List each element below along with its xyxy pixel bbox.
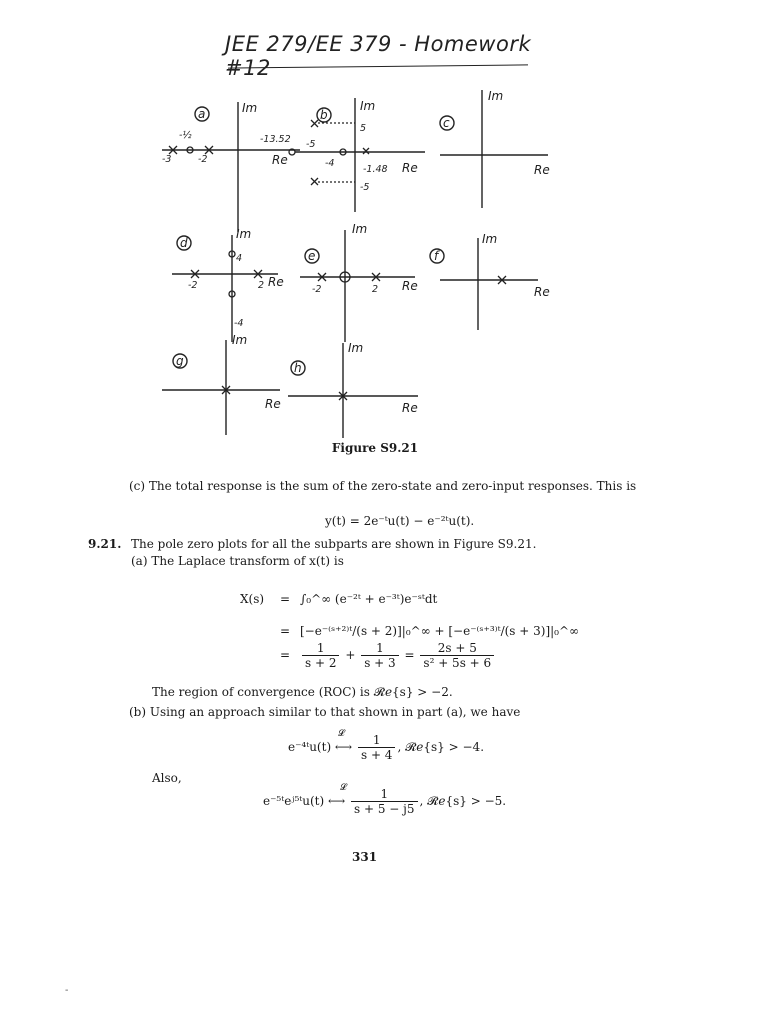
xs-integral: ∫₀^∞ (e⁻²ᵗ + e⁻³ᵗ)e⁻ˢᵗdt <box>300 592 438 606</box>
plot-b-pole <box>363 148 369 154</box>
plot-b-label-148: -1.48 <box>363 164 388 175</box>
part-a-intro: (a) The Laplace transform of x(t) is <box>131 554 344 568</box>
plot-g-im-label: Im <box>232 333 248 347</box>
plot-d-label-plus4: 4 <box>236 253 243 264</box>
laplace-symbol-2: 𝓛 <box>340 783 347 793</box>
b-eq1-fraction: $\frac{1}{s + 4}$ <box>358 733 395 762</box>
plot-a-label-minus2: -2 <box>198 154 208 165</box>
problem-intro: The pole zero plots for all the subparts are shown in Figure S9.21. <box>131 537 537 551</box>
part-c-text: (c) The total response is the sum of the zero-state and zero-input responses. This is <box>129 479 637 493</box>
plot-e-im-label: Im <box>352 222 368 236</box>
plot-c-im-label: Im <box>488 89 504 103</box>
yt-equation: y(t) = 2e⁻ᵗu(t) − e⁻²ᵗu(t). <box>325 514 475 528</box>
page-number: 331 <box>352 850 378 864</box>
plot-c-axes <box>440 90 548 208</box>
plot-h-axes <box>288 343 418 438</box>
plot-a-re-label: Re <box>272 153 288 167</box>
homework-title: JEE 279/EE 379 - Homework #12 <box>225 32 532 80</box>
plot-b-pole <box>311 178 318 185</box>
plot-b-axes <box>295 98 425 212</box>
figure-caption: Figure S9.21 <box>331 441 419 455</box>
eq-sign-2: = <box>280 624 291 638</box>
plot-a-im-label: Im <box>242 101 258 115</box>
plot-b-label-1352: -13.52 <box>260 134 291 145</box>
plot-g-re-label: Re <box>265 397 281 411</box>
plot-f-im-label: Im <box>482 232 498 246</box>
plot-f-axes <box>440 238 538 330</box>
plot-e-label-minus2: -2 <box>312 284 322 295</box>
plot-a-axes <box>162 102 300 232</box>
plot-d-label-minus2: -2 <box>188 280 198 291</box>
plot-h-im-label: Im <box>348 341 364 355</box>
plot-a-tag: a <box>198 107 206 121</box>
plot-d-im-label: Im <box>236 227 252 241</box>
xs-lhs: X(s) <box>240 592 265 606</box>
also-text: Also, <box>152 771 182 785</box>
plot-b-label-minus4: -4 <box>325 158 335 169</box>
pole-zero-figure <box>150 80 590 440</box>
plot-h-re-label: Re <box>402 401 418 415</box>
roc-a: The region of convergence (ROC) is 𝓡𝑒{s} > −2. <box>152 685 453 699</box>
part-b-intro: (b) Using an approach similar to that shown in part (a), we have <box>129 705 521 719</box>
plot-e-tag: e <box>308 249 316 263</box>
xs-fraction-sum: $\frac{1}{s + 2}$ + $\frac{1}{s + 3}$ = $\frac{2s + 5}{\text{s² + 5s + 6}}$ <box>300 641 496 670</box>
plot-f-re-label: Re <box>534 285 550 299</box>
eq-sign-1: = <box>280 592 291 606</box>
xs-antiderivative: [−e⁻⁽ˢ⁺²⁾ᵗ/(s + 2)]|₀^∞ + [−e⁻⁽ˢ⁺³⁾ᵗ/(s + 3)]|₀^∞ <box>300 624 580 638</box>
plot-e-label-plus2: 2 <box>372 284 379 295</box>
fraction-1: $\frac{1}{s + 2}$ <box>302 641 339 670</box>
plot-a-label-minus-half: -½ <box>179 130 192 141</box>
plot-b-pole <box>311 120 318 127</box>
plot-b-label-minus5-bottom: -5 <box>360 182 370 193</box>
eq-sign-3: = <box>280 648 291 662</box>
plot-d-label-plus2: 2 <box>258 280 265 291</box>
plot-d-tag: d <box>180 236 188 250</box>
plot-b-label-plus5: 5 <box>360 123 367 134</box>
plot-b-re-label: Re <box>402 161 418 175</box>
fraction-3: $\frac{2s + 5}{\text{s² + 5s + 6}}$ <box>420 641 494 670</box>
laplace-symbol-1: 𝓛 <box>338 729 345 739</box>
plot-d-re-label: Re <box>268 275 284 289</box>
plot-f-tag: f <box>434 249 439 263</box>
plot-c-re-label: Re <box>534 163 550 177</box>
plot-b-im-label: Im <box>360 99 376 113</box>
stray-mark: - <box>65 985 69 996</box>
b-eq2-fraction: $\frac{1}{s + 5 - j5}$ <box>351 787 418 816</box>
problem-number: 9.21. <box>88 537 122 551</box>
plot-b-label-minus5-left: -5 <box>306 139 316 150</box>
plot-d-label-minus4: -4 <box>234 318 244 329</box>
b-equation-1: e⁻⁴ᵗu(t) ⟷ $\frac{1}{s + 4}$ , 𝓡𝑒{s} > −4. <box>288 733 485 762</box>
plot-g-tag: g <box>176 354 184 368</box>
b-equation-2: e⁻⁵ᵗeʲ⁵ᵗu(t) ⟷ $\frac{1}{s + 5 - j5}$ , 𝓡𝑒{s} > −5. <box>263 787 507 816</box>
fraction-2: $\frac{1}{s + 3}$ <box>361 641 398 670</box>
plot-e-re-label: Re <box>402 279 418 293</box>
plot-b-tag: b <box>320 108 328 122</box>
plot-a-label-minus3: -3 <box>162 154 172 165</box>
plot-h-tag: h <box>294 361 302 375</box>
plot-c-tag: c <box>443 116 450 130</box>
